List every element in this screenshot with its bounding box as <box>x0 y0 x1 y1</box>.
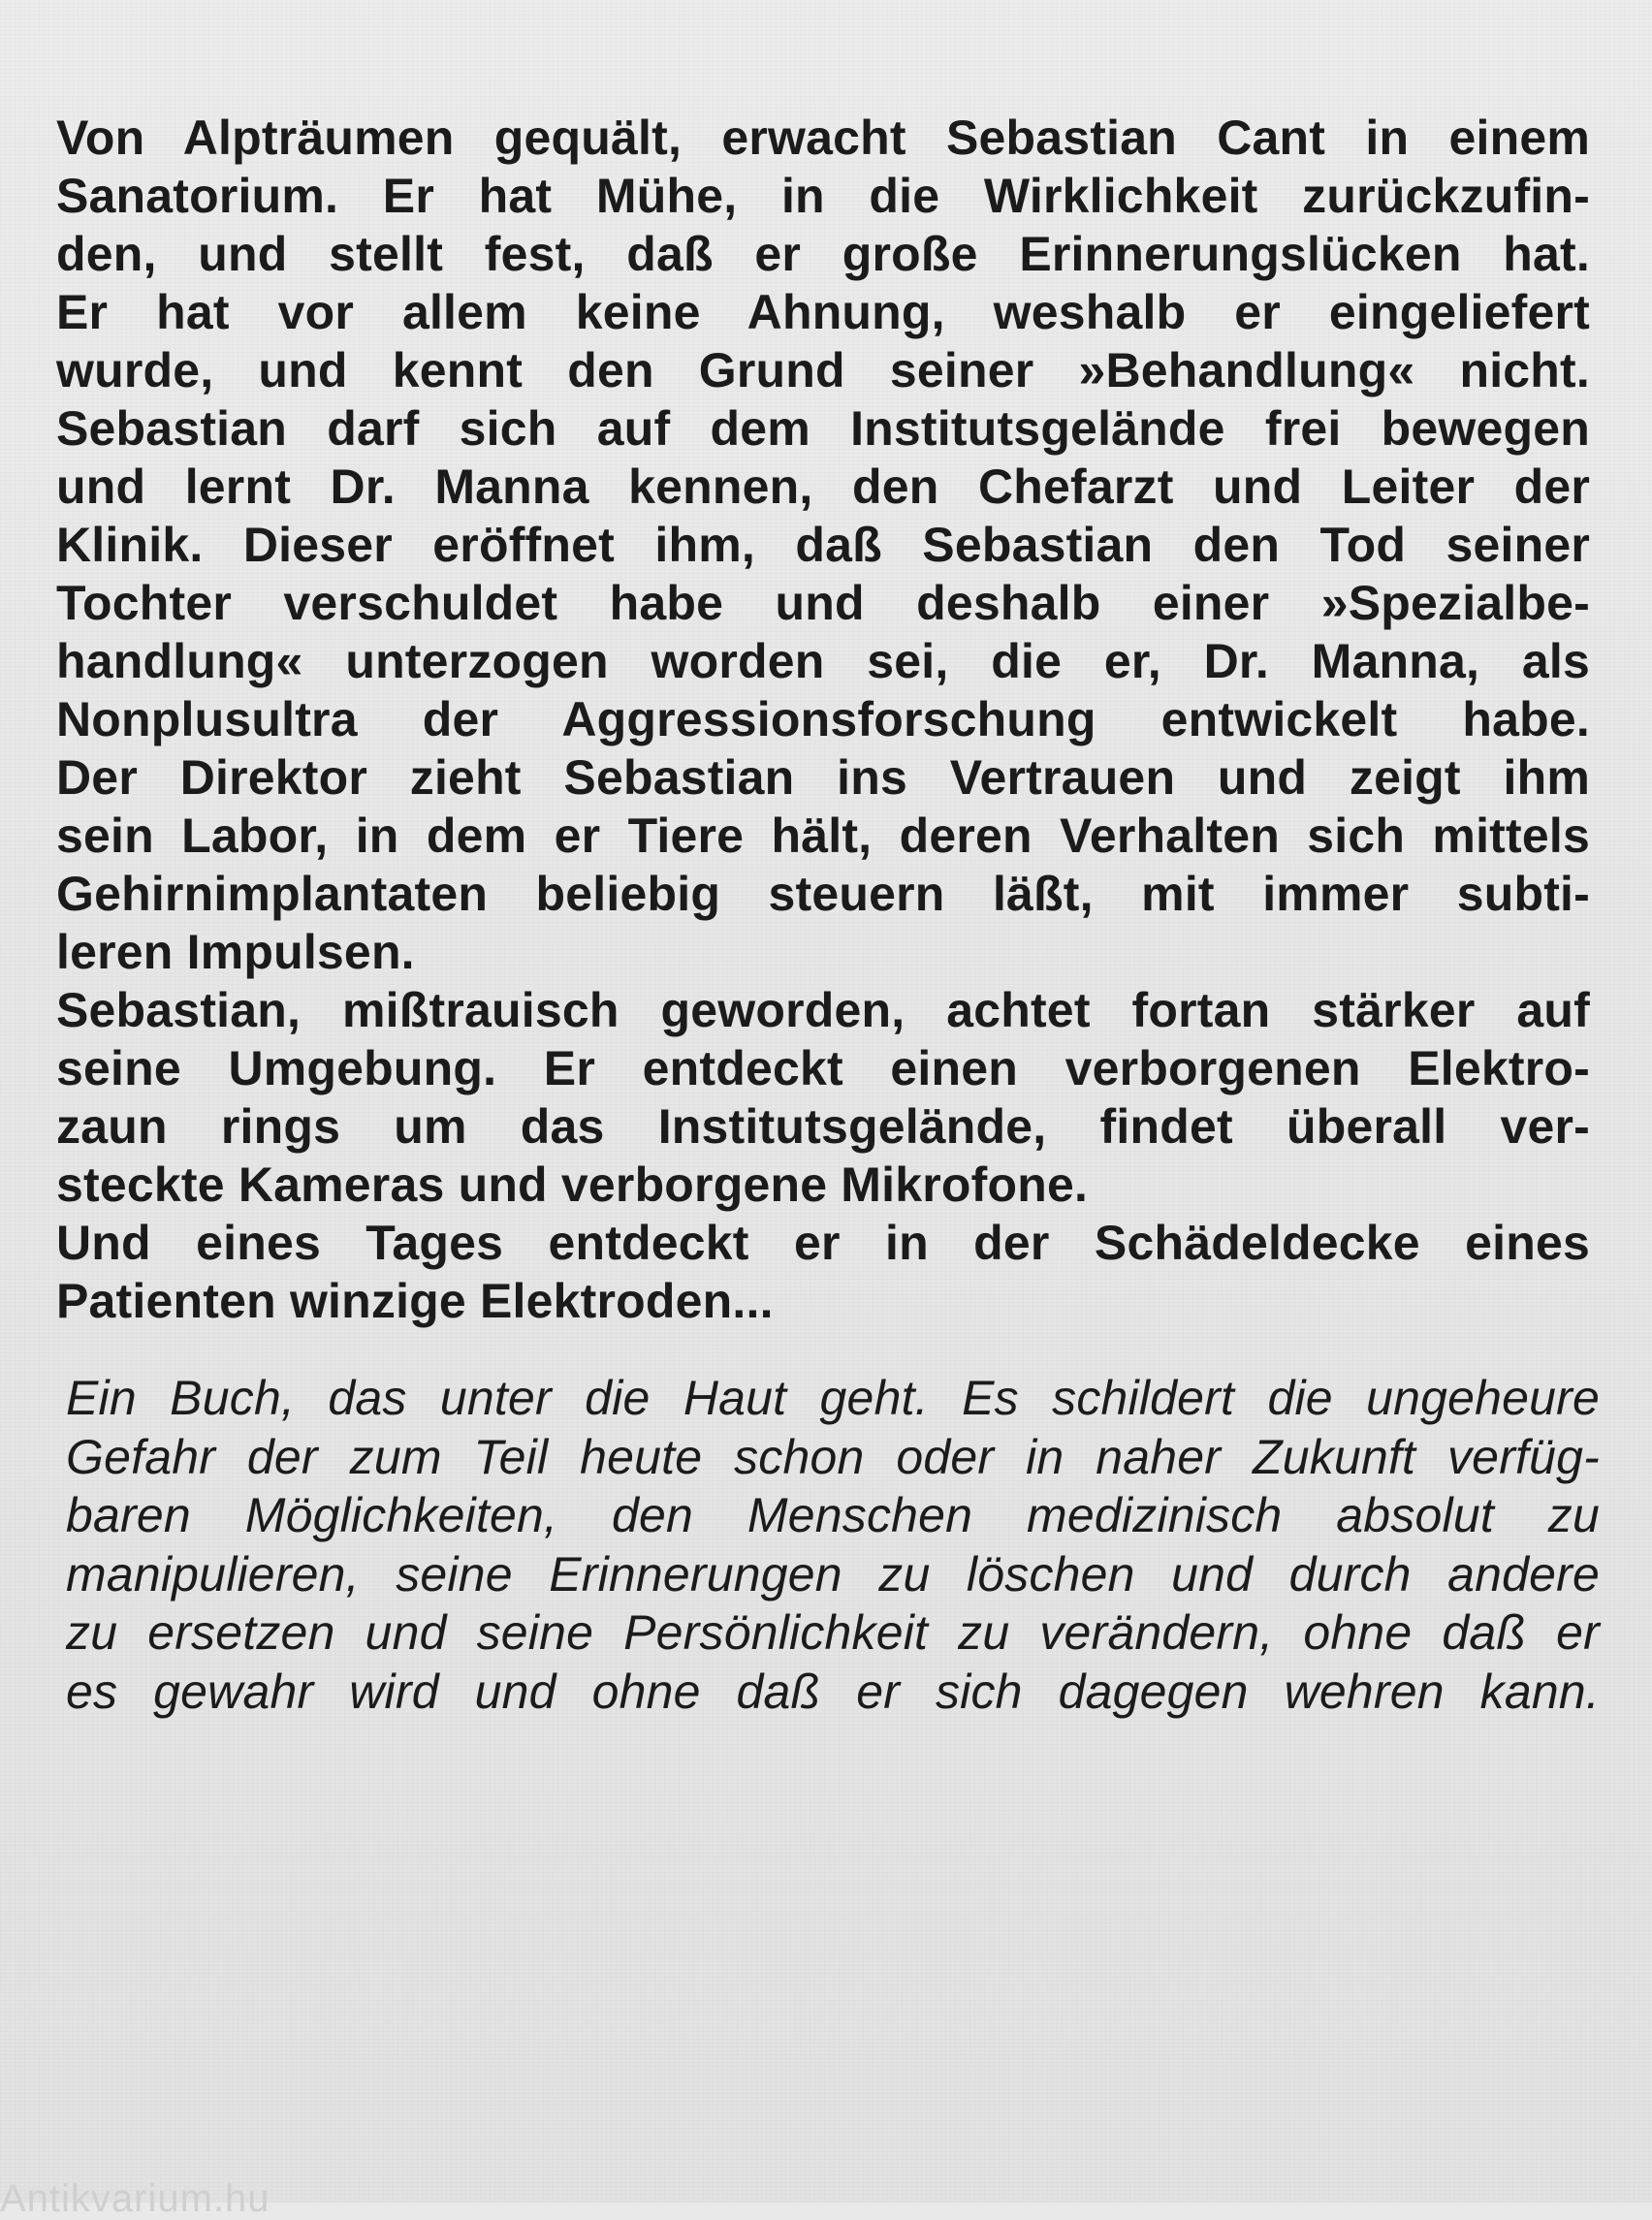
text-line: steckte Kameras und verborgene Mikrofone. <box>56 1158 1089 1212</box>
text-line: es gewahr wird und ohne daß er sich dagegen wehren kann. <box>66 1664 1600 1719</box>
text-line: manipulieren, seine Erinnerungen zu löschen und durch andere <box>66 1546 1600 1602</box>
text-line: sein Labor, in dem er Tiere hält, deren Verhalten sich mittels <box>56 809 1590 863</box>
text-line: Von Alpträumen gequält, erwacht Sebastian Cant in einem <box>56 111 1590 165</box>
text-line: leren Impulsen. <box>56 925 415 979</box>
blurb-italic-paragraph <box>66 1369 1600 1721</box>
text-line: und lernt Dr. Manna kennen, den Chefarzt und Leiter der <box>56 460 1590 514</box>
text-line: den, und stellt fest, daß er große Erinnerungslücken hat. <box>56 227 1590 281</box>
text-line: Der Direktor zieht Sebastian ins Vertrauen und zeigt ihm <box>56 750 1590 805</box>
text-line: Klinik. Dieser eröffnet ihm, daß Sebastian den Tod seiner <box>56 518 1590 572</box>
watermark: Antikvarium.hu <box>0 2177 270 2220</box>
text-line: Tochter verschuldet habe und deshalb einer »Spezialbe- <box>56 576 1590 630</box>
text-line: Er hat vor allem keine Ahnung, weshalb er eingeliefert <box>56 285 1590 339</box>
text-line: baren Möglichkeiten, den Menschen medizinisch absolut zu <box>66 1488 1600 1542</box>
text-line: Und eines Tages entdeckt er in der Schädeldecke eines <box>56 1216 1590 1270</box>
text-line: Sebastian, mißtrauisch geworden, achtet fortan stärker auf <box>56 983 1590 1037</box>
text-line: wurde, und kennt den Grund seiner »Behandlung« nicht. <box>56 343 1590 397</box>
text-line: Sebastian darf sich auf dem Institutsgelände frei bewegen <box>56 401 1590 456</box>
text-line: Ein Buch, das unter die Haut geht. Es schildert die ungeheure <box>66 1371 1600 1425</box>
text-line: Patienten winzige Elektroden... <box>56 1274 774 1328</box>
text-line: seine Umgebung. Er entdeckt einen verborgenen Elektro- <box>56 1041 1590 1095</box>
text-line: Nonplusultra der Aggressionsforschung entwickelt habe. <box>56 692 1590 746</box>
text-line: handlung« unterzogen worden sei, die er, Dr. Manna, als <box>56 634 1590 688</box>
text-line: Gefahr der zum Teil heute schon oder in naher Zukunft verfüg- <box>66 1429 1600 1484</box>
text-line: zaun rings um das Institutsgelände, findet überall ver- <box>56 1099 1590 1154</box>
text-line: Gehirnimplantaten beliebig steuern läßt, mit immer subti- <box>56 867 1590 921</box>
text-line: Sanatorium. Er hat Mühe, in die Wirklichkeit zurückzufin- <box>56 169 1590 223</box>
blurb-main-paragraph <box>56 109 1590 1330</box>
text-line: zu ersetzen und seine Persönlichkeit zu verändern, ohne daß er <box>66 1605 1600 1660</box>
